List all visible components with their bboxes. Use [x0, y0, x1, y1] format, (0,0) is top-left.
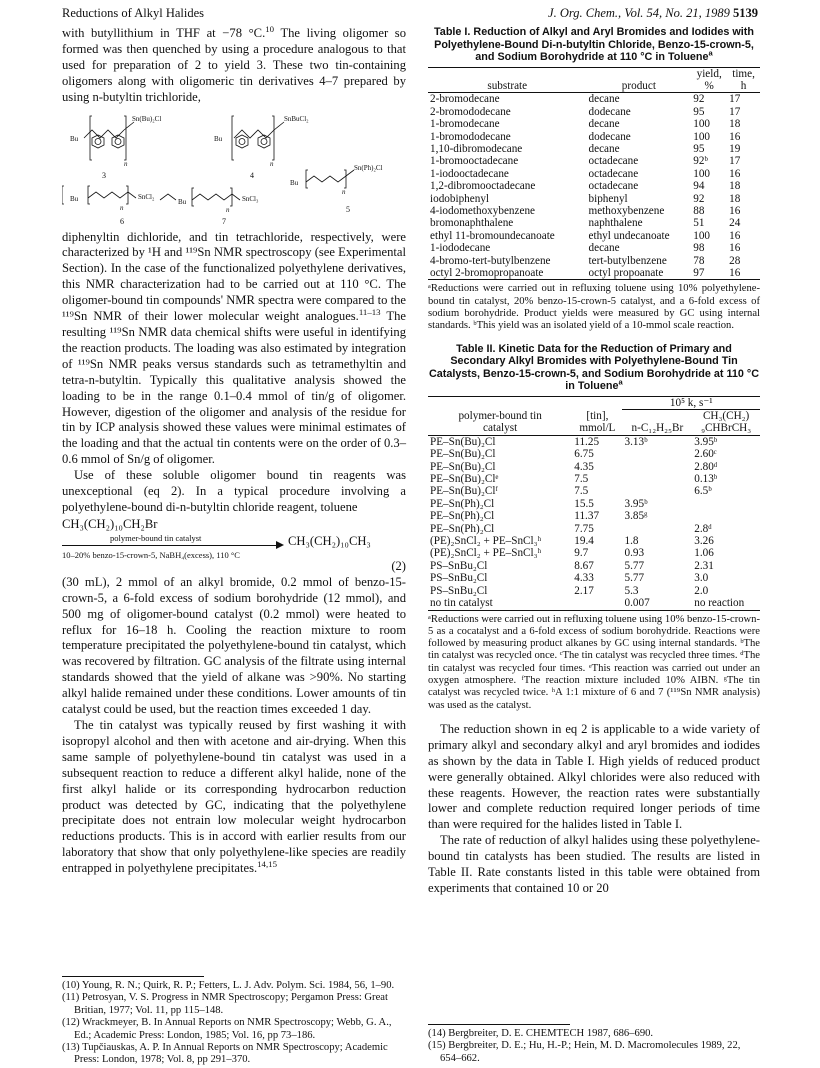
- table-row: [428, 448, 760, 460]
- table-cell: 88: [693, 204, 705, 217]
- equation-number: (2): [391, 558, 406, 573]
- table-cell: 16: [729, 167, 741, 180]
- table-2-header-secondary: ₉CHBrCH₃: [692, 422, 760, 435]
- table-cell: 8.67: [574, 559, 594, 572]
- table-cell: 15.5: [574, 497, 594, 510]
- table-1-body: [428, 93, 760, 280]
- table-cell: 1-bromodecane: [430, 118, 500, 131]
- table-row: [428, 498, 760, 510]
- table-row: [428, 473, 760, 485]
- table-2: 10⁵ k, s⁻¹ polymer-bound tin [tin], CH₃(CH₂) catalyst mmol/L n-C₁₂H₂₅Br ₉CHBrCH₃ PE–Sn(Bu)₂Cl 11.25 3.13ᵇ 3.95ᵇ PE–Sn(Bu)₂Cl 6.75 2.60ᶜ PE–Sn(Bu)₂Cl 4.35 2.80ᵈ PE–Sn(Bu)₂Clᵉ 7.5 0.13ᵇ PE–Sn(Bu)₂Clᶠ 7.5 6.5ᵇ PE–Sn(Ph)₂Cl 15.5 3.95ᵇ PE–Sn(Ph)₂Cl 11.37 3.85ᵍ PE–Sn(Ph)₂Cl 7.75 2.8ᵈ (PE)₂SnCl₂ + PE–SnCl₃ʰ 19.4 1.8 3.26 (PE)₂SnCl₂ + PE–SnCl₃ʰ 9.7 0.93 1.06 PS–SnBu₂Cl 8.67 5.77 2.31 PS–SnBu₂Cl 4.33 5.77 3.0 PS–SnBu₂Cl 2.17 5.3 2.0 no tin catalyst 0.007 no reaction: [428, 396, 760, 611]
- table-cell: 3.95ᵇ: [694, 435, 718, 448]
- table-cell: 3.26: [694, 535, 714, 548]
- table-cell: 95: [693, 142, 705, 155]
- table-cell: 16: [727, 267, 760, 280]
- structure-7-tin-group: SnCl₃: [242, 194, 259, 203]
- page-number: 5139: [733, 6, 758, 20]
- right-paragraph-1: The reduction shown in eq 2 is applicable to a wide variety of primary alkyl and secondary alkyl and aryl bromides and iodides as shown by the data in Table I. High yields of reduced product were generally obtained. Alkyl chlorides were also reduced with these reagents. However, the reaction rates were substantially lower and complete reduction required longer periods of time than were required for the halides listed in Table I.: [428, 721, 760, 832]
- table-cell: ethyl 11-bromoundecanoate: [430, 229, 555, 242]
- table-row: [428, 230, 760, 242]
- footnote-15: (15) Bergbreiter, D. E.; Hu, H.-P.; Hein, M. D. Macromolecules 1989, 22, 654–662.: [428, 1040, 741, 1064]
- table-cell: [622, 523, 692, 535]
- table-row: [428, 585, 760, 597]
- equation-reactant: CH₃(CH₂)₁₀CH₂Br: [62, 516, 158, 531]
- table-cell: 6.5ᵇ: [694, 485, 712, 498]
- table-cell: 3.95ᵇ: [624, 497, 648, 510]
- table-cell: 0.13ᵇ: [694, 473, 718, 486]
- table-cell: tert-butylbenzene: [588, 254, 667, 267]
- table-row: [428, 523, 760, 535]
- table-row: [428, 435, 760, 448]
- table-cell: 4-bromo-tert-butylbenzene: [430, 254, 551, 267]
- table-cell: 17: [729, 155, 741, 168]
- table-cell: 18: [729, 192, 741, 205]
- reaction-condition-top: polymer-bound tin catalyst: [110, 532, 202, 543]
- svg-text:n: n: [270, 159, 274, 168]
- table-cell: 6.75: [574, 448, 594, 461]
- table-cell: bromonaphthalene: [430, 217, 514, 230]
- left-column: [62, 23, 406, 877]
- table-1-header-product: product: [587, 80, 692, 93]
- table-cell: ethyl undecanoate: [588, 229, 670, 242]
- table-cell: no reaction: [692, 597, 760, 610]
- table-row: [428, 510, 760, 522]
- table-cell: 3.85ᵍ: [624, 510, 648, 523]
- structure-7: [160, 188, 240, 206]
- table-cell: [692, 510, 760, 522]
- table-cell: 4.33: [574, 572, 594, 585]
- table-row: [428, 255, 760, 267]
- table-cell: 19: [729, 142, 741, 155]
- table-cell: 100: [693, 118, 711, 131]
- table-cell: decane: [588, 93, 620, 106]
- table-cell: 1,10-dibromodecane: [430, 142, 523, 155]
- equation-product: CH₃(CH₂)₁₀CH₃: [288, 533, 371, 548]
- table-cell: PE–Sn(Ph)₂Cl: [430, 497, 495, 510]
- footnote-14: (14) Bergbreiter, D. E. CHEMTECH 1987, 686–690.: [428, 1028, 654, 1039]
- table-cell: no tin catalyst: [428, 597, 572, 610]
- table-cell: [692, 498, 760, 510]
- footnote-11: (11) Petrosyan, V. S. Progress in NMR Spectroscopy; Pergamon Press: Great Britian, 1977; Vol. 11, pp 115–148.: [62, 992, 388, 1016]
- table-cell: octyl 2-bromopropanoate: [428, 267, 587, 280]
- structure-6-bu: Bu: [70, 194, 79, 203]
- table-2-header-rate: 10⁵ k, s⁻¹: [622, 396, 760, 409]
- table-cell: 5.77: [624, 559, 645, 572]
- table-1-header-yield: %: [691, 80, 727, 93]
- table-cell: 2.31: [694, 559, 714, 572]
- table-cell: octyl propoanate: [587, 267, 692, 280]
- table-cell: 17: [729, 93, 741, 106]
- table-1-caption: Table I. Reduction of Alkyl and Aryl Bromides and Iodides with Polyethylene-Bound Di-n-butyltin Chloride, Benzo-15-crown-5, and Sodium Borohydride at 110 °C in Toluene$^a$: [434, 26, 754, 63]
- structure-4-label: 4: [250, 170, 254, 180]
- table-cell: 97: [691, 267, 727, 280]
- table-cell: iodobiphenyl: [430, 192, 490, 205]
- structure-5-label: 5: [346, 204, 350, 214]
- footnote-12: (12) Wrackmeyer, B. In Annual Reports on NMR Spectroscopy; Webb, G. A., Ed.; Academic Press: London, 1985; Vol. 16, pp 73–186.: [62, 1017, 392, 1041]
- table-cell: decane: [588, 118, 620, 131]
- table-row: [428, 118, 760, 130]
- structure-4: [232, 116, 284, 160]
- structure-3-label: 3: [102, 170, 106, 180]
- table-cell: PS–SnBu₂Cl: [430, 559, 488, 572]
- table-cell: PE–Sn(Bu)₂Cl: [430, 460, 496, 473]
- table-cell: PE–Sn(Ph)₂Cl: [430, 522, 495, 535]
- table-cell: octadecane: [588, 167, 639, 180]
- structures-figure: [62, 108, 406, 226]
- table-cell: methoxybenzene: [588, 204, 665, 217]
- table-cell: 1.06: [694, 547, 714, 560]
- table-1-notes: ᵃReductions were carried out in refluxing toluene using 10% polyethylene-bound tin catalyst, 20% benzo-15-crown-5 catalyst, and a 6-fold excess of sodium borohydride. Product yields were measured by GC using internal standards. ᵇThis yield was an isolated yield of a 10-mmol scale reaction.: [428, 283, 760, 332]
- table-cell: octadecane: [588, 155, 639, 168]
- left-paragraph-3: Use of these soluble oligomer bound tin reagents was unexceptional (eq 2). In a typical procedure involving a polyethylene-bound di-n-butyltin chloride reagent, toluene: [62, 468, 406, 514]
- table-cell: 94: [693, 180, 705, 193]
- table-cell: 4.35: [574, 460, 594, 473]
- table-cell: 98: [693, 242, 705, 255]
- footnote-10: (10) Young, R. N.; Quirk, R. P.; Fetters, L. J. Adv. Polym. Sci. 1984, 56, 1–90.: [62, 980, 395, 991]
- table-cell: 92: [693, 192, 705, 205]
- table-row: [428, 143, 760, 155]
- table-cell: 1-iodooctadecane: [430, 167, 509, 180]
- svg-text:n: n: [342, 187, 346, 196]
- table-row: [428, 155, 760, 167]
- table-row: [428, 193, 760, 205]
- table-cell: 2.17: [574, 584, 594, 597]
- table-cell: 1-bromooctadecane: [430, 155, 519, 168]
- table-cell: [622, 448, 692, 460]
- left-footnotes: [62, 976, 406, 1067]
- table-cell: 3.13ᵇ: [624, 435, 648, 448]
- reaction-condition-bottom: 10–20% benzo-15-crown-5, NaBH₄(excess), 110 °C: [62, 549, 240, 560]
- structure-4-bu: Bu: [214, 134, 223, 143]
- table-cell: 7.5: [574, 473, 589, 486]
- table-row: [428, 217, 760, 229]
- right-column: [428, 26, 760, 897]
- structure-4-tin-group: SnBuCl₂: [284, 114, 309, 123]
- table-row: [428, 535, 760, 547]
- table-cell: 2.60ᶜ: [694, 448, 717, 461]
- table-2-notes: ᵃReductions were carried out in refluxing toluene using 10% benzo-15-crown-5 as a cocatalyst and a 6-fold excess of sodium borohydride. Reactions were followed by measuring product alkanes by GC using internal standards. ᵇThe tin catalyst was recycled once. ᶜThe tin catalyst was recycled three times. ᵈThe tin catalyst was recycled four times. ᵉThis reaction was carried out under an oxygen atmosphere. ᶠThe reaction mixture included 10% AIBN. ᵍThe tin catalyst was recycled twice. ʰA 1:1 mixture of 6 and 7 (¹¹⁹Sn NMR analysis) was used as the catalyst.: [428, 613, 760, 711]
- left-paragraph-5: The tin catalyst was typically reused by first washing it with isopropyl alcohol and then with acetone and air-drying. When this same sample of polyethylene-bound tin catalyst was used in a subsequent reaction to reduce a different alkyl halide, none of the first alkyl halide or its corresponding hydrocarbon reduction product was detected by GC, indicating that the polyethylene precipitate does not entrain low molecular weight hydrocarbon reductions products. This is in accord with earlier results from our laboratory that show that only polyethylene-like species are readily entrapped in polyethylene precipitates.$^{14,15}$: [62, 718, 406, 876]
- journal-name: J. Org. Chem.,: [548, 6, 622, 20]
- left-paragraph-4: (30 mL), 2 mmol of an alkyl bromide, 0.2 mmol of benzo-15-crown-5, a 6-fold excess of sodium borohydride (12 mmol), and 500 mg of oligomer-bound catalyst (0.2 mmol) were heated to reflux for 16–18 h. Cooling the reaction mixture to room temperature precipitated the polyethylene-bound tin catalyst, which was recovered by filtration. GC analysis of the filtrate using internal standards showed that the yield of alkane was >90%. No starting alkyl halide remained under these conditions. Lower amounts of tin catalyst could be used, but the reaction times exceeded 1 day.: [62, 574, 406, 717]
- table-cell: PE–Sn(Bu)₂Cl: [430, 435, 496, 448]
- svg-text:n: n: [124, 159, 128, 168]
- table-cell: 5.77: [624, 572, 645, 585]
- table-cell: 18: [729, 180, 741, 193]
- table-2-body: [428, 435, 760, 610]
- table-cell: 16: [729, 242, 741, 255]
- journal-volume: Vol. 54, No. 21, 1989: [624, 6, 730, 20]
- table-2-caption: Table II. Kinetic Data for the Reduction of Primary and Secondary Alkyl Bromides with Polyethylene-Bound Tin Catalysts, Benzo-15-crown-5, and Sodium Borohydride at 110 °C in Toluene$^a$: [428, 342, 760, 393]
- table-2-header-primary: n-C₁₂H₂₅Br: [622, 422, 692, 435]
- left-paragraph-1: with butyllithium in THF at −78 °C.$^{10}$ The living oligomer so formed was then quenched by using a procedure analogous to that used for preparation of 2 to yield 3. These two tin-containing oligomers along with oligomeric tin derivatives 4–7 prepared by using n-butyltin trichloride,: [62, 23, 406, 104]
- table-row: [428, 205, 760, 217]
- table-row: [428, 461, 760, 473]
- table-row: [428, 106, 760, 118]
- structure-3: [84, 116, 134, 160]
- table-row: [428, 485, 760, 497]
- structure-3-bu: Bu: [70, 134, 79, 143]
- chemical-structures: [62, 108, 406, 226]
- table-row: [428, 597, 760, 610]
- table-row: [428, 131, 760, 143]
- table-cell: 19.4: [574, 535, 594, 548]
- table-cell: octadecane: [588, 180, 639, 193]
- structure-3-tin-group: Sn(Bu)₂Cl: [132, 114, 162, 123]
- table-cell: 2-bromododecane: [430, 105, 511, 118]
- table-cell: 2.8ᵈ: [694, 522, 712, 535]
- table-1-header-substrate: substrate: [428, 80, 587, 93]
- table-cell: 1-bromododecane: [430, 130, 511, 143]
- table-cell: 100: [693, 130, 711, 143]
- table-row: [428, 267, 760, 280]
- table-cell: 92ᵇ: [693, 155, 708, 168]
- table-cell: PE–Sn(Bu)₂Cl: [430, 448, 496, 461]
- table-cell: 16: [729, 130, 741, 143]
- table-cell: 11.25: [574, 435, 600, 448]
- svg-text:n: n: [226, 205, 230, 214]
- table-cell: 1-iododecane: [430, 242, 491, 255]
- table-2-header-tin: mmol/L: [572, 422, 622, 435]
- table-cell: 24: [729, 217, 741, 230]
- table-cell: PE–Sn(Ph)₂Cl: [430, 510, 495, 523]
- table-cell: PS–SnBu₂Cl: [430, 572, 488, 585]
- table-cell: 92: [693, 93, 705, 106]
- table-2-header-catalyst: catalyst: [428, 422, 572, 435]
- right-paragraph-2: The rate of reduction of alkyl halides using these polyethylene-bound tin catalysts has been studied. The results are listed in Table II. Rate constants listed in this table were obtained from experiments that contained 10 or 20: [428, 833, 760, 895]
- left-paragraph-2: diphenyltin dichloride, and tin tetrachloride, respectively, were characterized by ¹H and ¹¹⁹Sn NMR spectroscopy (see Experimental Section). In the case of the functionalized polyethylene derivatives, this NMR characterization had to be carried out at 110 °C. The oligomer-bound tin compounds' NMR spectra were compared to the ¹¹⁹Sn NMR of their lower molecular weight analogues.$^{11-13}$ The resulting ¹¹⁹Sn NMR data chemical shifts were useful in identifying the reaction products. The loading was also estimated by integration of ¹¹⁹Sn NMR peaks versus standards such as tetramethyltin and tetra-n-butyltin. Typically this qualitative analysis showed the loading to be in the range 0.1–0.4 mmol of tin/g of oligomer. However, digestion of the oligomer and analysis of the residue for tin by ICP analysis showed these values were minimal estimates of the loading and that the actual tin contents were on the order of 0.3–0.6 mmol of Sn/g of oligomer.: [62, 229, 406, 467]
- running-header-title: Reductions of Alkyl Halides: [62, 6, 204, 20]
- table-cell: [572, 597, 622, 610]
- table-1-header-time: h: [727, 80, 760, 93]
- table-cell: dodecane: [588, 130, 631, 143]
- structure-5-bu: Bu: [290, 178, 299, 187]
- structure-5: [306, 170, 354, 188]
- table-cell: naphthalene: [588, 217, 643, 230]
- table-cell: 3.0: [694, 572, 709, 585]
- structure-5-tin-group: Sn(Ph)₂Cl: [354, 163, 383, 172]
- table-row: [428, 93, 760, 106]
- table-cell: 1,2-dibromooctadecane: [430, 180, 536, 193]
- table-cell: 7.5: [574, 485, 589, 498]
- right-footnotes: [428, 1024, 760, 1065]
- table-cell: 17: [729, 105, 741, 118]
- table-cell: decane: [588, 242, 620, 255]
- table-cell: PE–Sn(Bu)₂Clᶠ: [430, 485, 498, 498]
- table-cell: [622, 473, 692, 485]
- table-cell: [622, 461, 692, 473]
- running-header-citation: [548, 6, 758, 21]
- table-cell: 16: [729, 204, 741, 217]
- footnote-13: (13) Tupčiauskas, A. P. In Annual Reports on NMR Spectroscopy; Academic Press: London, 1978; Vol. 8, pp 291–370.: [62, 1042, 388, 1066]
- table-cell: [622, 485, 692, 497]
- table-cell: 78: [693, 254, 705, 267]
- svg-text:n: n: [120, 203, 124, 212]
- table-cell: decane: [588, 142, 620, 155]
- table-row: [428, 547, 760, 559]
- table-cell: 95: [693, 105, 705, 118]
- table-cell: 100: [693, 167, 711, 180]
- table-cell: 18: [729, 118, 741, 131]
- table-cell: 2.0: [694, 584, 709, 597]
- structure-6-tin-group: SnCl₂: [138, 192, 155, 201]
- table-cell: 9.7: [574, 547, 589, 560]
- table-cell: (PE)₂SnCl₂ + PE–SnCl₃ʰ: [430, 547, 542, 560]
- structure-7-label: 7: [222, 216, 226, 226]
- table-cell: PS–SnBu₂Cl: [430, 584, 488, 597]
- table-cell: 2-bromodecane: [430, 93, 500, 106]
- table-cell: 2.80ᵈ: [694, 460, 718, 473]
- table-cell: 1.8: [624, 535, 639, 548]
- table-cell: 11.37: [574, 510, 600, 523]
- structure-7-bu: Bu: [178, 197, 187, 206]
- table-cell: 16: [729, 229, 741, 242]
- table-cell: PE–Sn(Bu)₂Clᵉ: [430, 473, 499, 486]
- table-row: [428, 168, 760, 180]
- table-cell: 0.007: [622, 597, 692, 610]
- equation-2: [62, 517, 406, 574]
- reaction-arrow: [62, 533, 284, 561]
- table-cell: 51: [693, 217, 705, 230]
- table-row: [428, 572, 760, 584]
- table-1: yield, time, substrate product % h 2-bromodecane decane 92 17 2-bromododecane dodecane 95 17 1-bromodecane decane 100 18 1-bromododecane dodecane 100 16 1,10-dibromodecane decane 95 19 1-bromooctadecane octadecane 92ᵇ 17 1-iodooctadecane octadecane 100 16 1,2-dibromooctadecane octadecane 94 18 iodobiphenyl biphenyl 92 18 4-iodomethoxybenzene methoxybenzene 88 16 bromonaphthalene naphthalene 51 24 ethyl 11-bromoundecanoate ethyl undecanoate 100 16 1-iododecane decane 98 16 4-bromo-tert-butylbenzene tert-butylbenzene 78 28 octyl 2-bromopropanoate octyl propoanate 97 16: [428, 67, 760, 281]
- table-cell: biphenyl: [588, 192, 628, 205]
- table-row: [428, 180, 760, 192]
- table-cell: dodecane: [588, 105, 631, 118]
- table-cell: 5.3: [624, 584, 639, 597]
- table-cell: 0.93: [624, 547, 645, 560]
- table-cell: 7.75: [574, 522, 594, 535]
- table-row: [428, 242, 760, 254]
- structure-6-label: 6: [120, 216, 124, 226]
- table-row: [428, 560, 760, 572]
- table-cell: 100: [693, 229, 711, 242]
- table-cell: 4-iodomethoxybenzene: [430, 204, 536, 217]
- table-cell: 28: [729, 254, 741, 267]
- table-cell: (PE)₂SnCl₂ + PE–SnCl₃ʰ: [430, 535, 542, 548]
